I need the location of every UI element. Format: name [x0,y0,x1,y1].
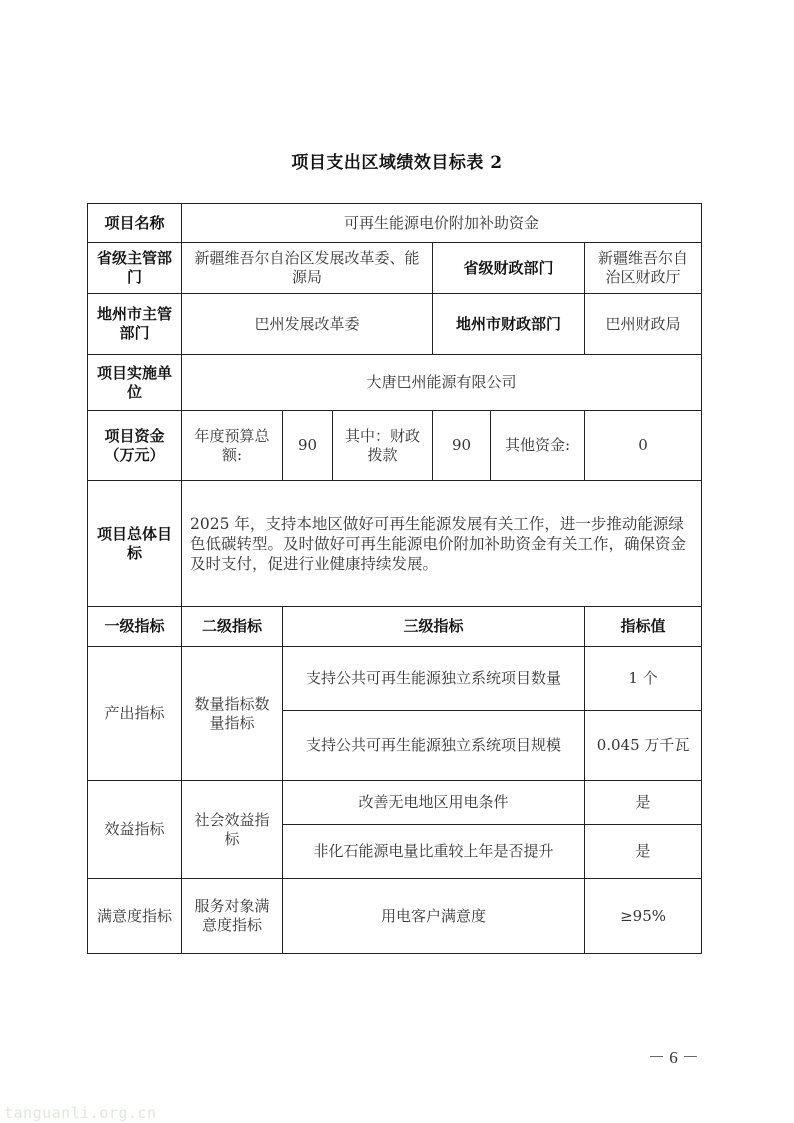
city-finance-value: 巴州财政局 [585,294,702,355]
impl-unit-value: 大唐巴州能源有限公司 [182,355,702,411]
fiscal-label: 其中：财政拨款 [333,411,433,481]
prov-finance-label: 省级财政部门 [433,243,585,294]
project-name-label: 项目名称 [88,204,182,243]
indicator-row [88,781,702,825]
value-cell: 是 [585,781,702,825]
row-project-funds [88,411,702,481]
level2-social-benefit: 社会效益指标 [182,781,283,879]
city-finance-label: 地州市财政部门 [433,294,585,355]
header-level3: 三级指标 [283,607,585,647]
prov-dept-value: 新疆维吾尔自治区发展改革委、能源局 [182,243,433,294]
indicator-row [88,879,702,954]
page-number: － 6 － [648,1048,699,1067]
fiscal-value: 90 [433,411,491,481]
value-cell: 是 [585,825,702,879]
funds-label: 项目资金（万元） [88,411,182,481]
indicator-header-row [88,607,702,647]
annual-budget-value: 90 [283,411,333,481]
level1-benefit: 效益指标 [88,781,182,879]
level3-cell: 支持公共可再生能源独立系统项目数量 [283,647,585,711]
value-cell: ≥95% [585,879,702,954]
value-cell: 1 个 [585,647,702,711]
annual-budget-label: 年度预算总额: [182,411,283,481]
row-overall-goal [88,481,702,607]
header-value: 指标值 [585,607,702,647]
level2-quantity: 数量指标数量指标 [182,647,283,781]
level3-cell: 非化石能源电量比重较上年是否提升 [283,825,585,879]
impl-unit-label: 项目实施单位 [88,355,182,411]
row-impl-unit [88,355,702,411]
watermark: tanguanli.org.cn [4,1104,157,1122]
prov-finance-value: 新疆维吾尔自治区财政厅 [585,243,702,294]
value-cell: 0.045 万千瓦 [585,711,702,781]
level3-cell: 支持公共可再生能源独立系统项目规模 [283,711,585,781]
header-level1: 一级指标 [88,607,182,647]
indicator-row [88,647,702,711]
row-provincial-dept [88,243,702,294]
page-title: 项目支出区域绩效目标表 2 [291,153,503,173]
prov-dept-label: 省级主管部门 [88,243,182,294]
other-funds-label: 其他资金: [491,411,585,481]
performance-target-table [87,203,702,954]
other-funds-value: 0 [585,411,702,481]
header-level2: 二级指标 [182,607,283,647]
level2-service-satisfaction: 服务对象满意度指标 [182,879,283,954]
goal-label: 项目总体目标 [88,481,182,607]
city-dept-value: 巴州发展改革委 [182,294,433,355]
city-dept-label: 地州市主管部门 [88,294,182,355]
level3-cell: 改善无电地区用电条件 [283,781,585,825]
row-project-name [88,204,702,243]
row-city-dept [88,294,702,355]
level1-output: 产出指标 [88,647,182,781]
project-name-value: 可再生能源电价附加补助资金 [182,204,702,243]
level3-cell: 用电客户满意度 [283,879,585,954]
goal-value: 2025 年，支持本地区做好可再生能源发展有关工作，进一步推动能源绿色低碳转型。及时做好可再生能源电价附加补助资金有关工作，确保资金及时支付，促进行业健康持续发展。 [182,481,702,607]
level1-satisfaction: 满意度指标 [88,879,182,954]
